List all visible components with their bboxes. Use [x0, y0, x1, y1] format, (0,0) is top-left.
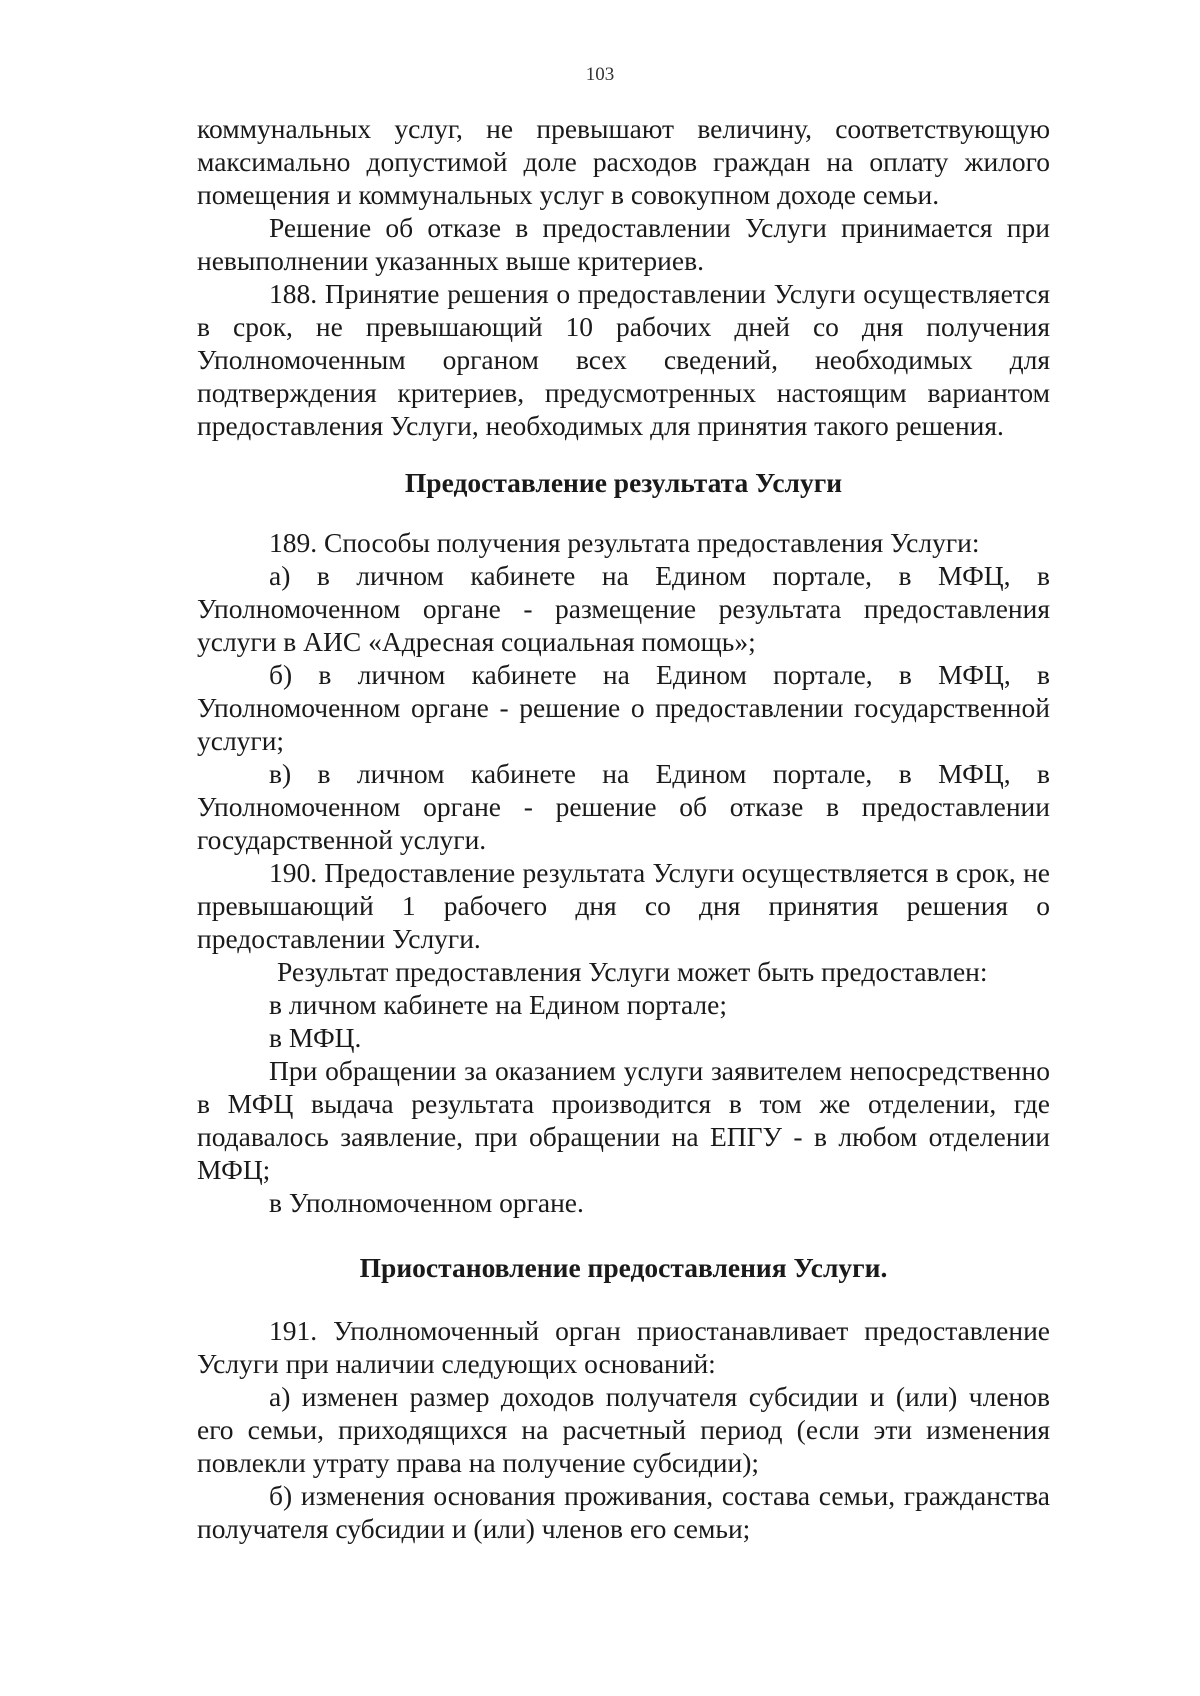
- section-heading-result: Предоставление результата Услуги: [404, 467, 843, 498]
- paragraph: Решение об отказе в предоставлении Услуги принимается при невыполнении указанных выше критериев.: [197, 212, 1050, 276]
- section-heading-suspension: Приостановление предоставления Услуги.: [359, 1252, 888, 1283]
- list-item: б) в личном кабинете на Едином портале, в МФЦ, в Уполномоченном органе - решение о предоставлении государственной услуги;: [197, 659, 1050, 756]
- paragraph: При обращении за оказанием услуги заявителем непосредственно в МФЦ выдача результата производится в том же отделении, где подавалось заявление, при обращении на ЕПГУ - в любом отделении МФЦ;: [197, 1055, 1050, 1185]
- paragraph: 188. Принятие решения о предоставлении Услуги осуществляется в срок, не превышающий 10 рабочих дней со дня получения Уполномоченным органом всех сведений, необходимых для подтверждения критериев, предусмотренных настоящим вариантом предоставления Услуги, необходимых для принятия такого решения.: [197, 278, 1050, 441]
- document-body: [197, 112, 1050, 1545]
- paragraph: 191. Уполномоченный орган приостанавливает предоставление Услуги при наличии следующих оснований:: [197, 1315, 1050, 1379]
- page-number: 103: [585, 64, 615, 85]
- paragraph: Результат предоставления Услуги может быть предоставлен:: [277, 956, 988, 987]
- list-item: а) изменен размер доходов получателя субсидии и (или) членов его семьи, приходящихся на расчетный период (если эти изменения повлекли утрату права на получение субсидии);: [197, 1381, 1050, 1478]
- paragraph: 189. Способы получения результата предоставления Услуги:: [269, 527, 980, 558]
- list-item: в личном кабинете на Едином портале;: [269, 989, 727, 1020]
- list-item: в) в личном кабинете на Едином портале, в МФЦ, в Уполномоченном органе - решение об отказе в предоставлении государственной услуги.: [197, 758, 1050, 855]
- list-item: а) в личном кабинете на Едином портале, в МФЦ, в Уполномоченном органе - размещение результата предоставления услуги в АИС «Адресная социальная помощь»;: [197, 560, 1050, 657]
- list-item: в Уполномоченном органе.: [269, 1187, 584, 1218]
- list-item: в МФЦ.: [269, 1022, 362, 1053]
- list-item: б) изменения основания проживания, состава семьи, гражданства получателя субсидии и (или) членов его семьи;: [197, 1480, 1050, 1544]
- paragraph: 190. Предоставление результата Услуги осуществляется в срок, не превышающий 1 рабочего дня со дня принятия решения о предоставлении Услуги.: [197, 857, 1050, 954]
- paragraph: коммунальных услуг, не превышают величину, соответствующую максимально допустимой доле расходов граждан на оплату жилого помещения и коммунальных услуг в совокупном доходе семьи.: [197, 113, 1050, 210]
